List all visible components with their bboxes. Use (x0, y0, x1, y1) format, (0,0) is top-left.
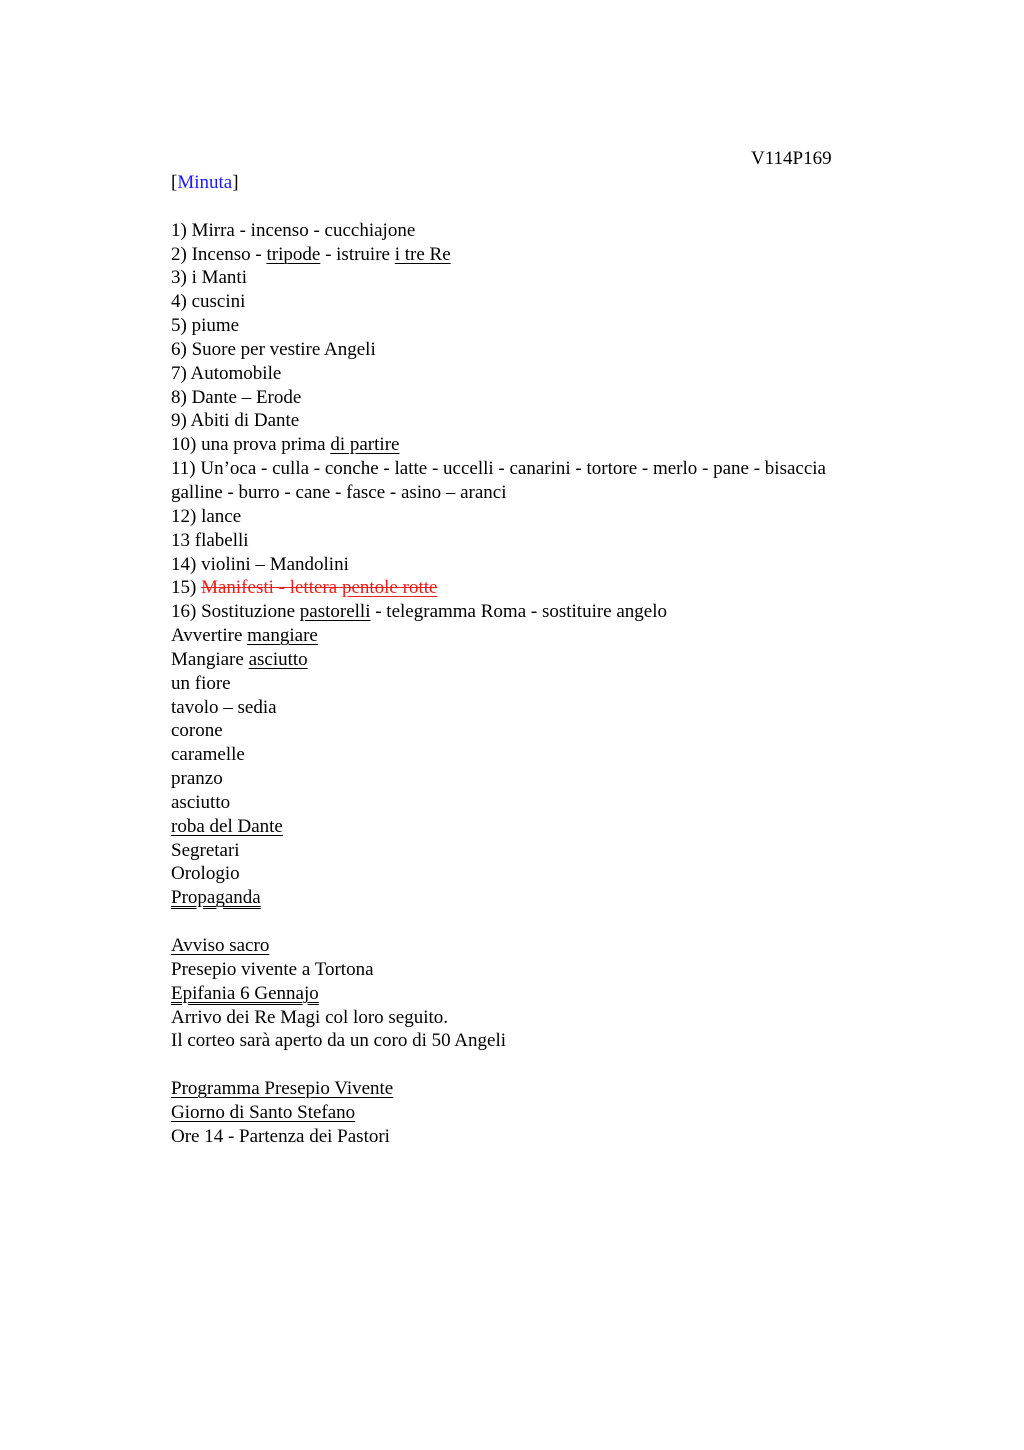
list-item-15-deleted-underlined: pentole rotte (341, 577, 438, 599)
list-item-15 (171, 576, 931, 600)
avviso-title: Avviso sacro (171, 935, 270, 956)
list-item-10-text-a: 10) una prova prima (171, 434, 331, 456)
list-item-2 (171, 243, 931, 267)
list-item-15-number: 15) (171, 577, 202, 599)
list-item-2-text-c: - istruire (320, 243, 395, 265)
note-corone: corone (171, 720, 223, 742)
list-item-6: 6) Suore per vestire Angeli (171, 338, 376, 360)
note-roba-line (171, 815, 931, 839)
note-roba-del-dante: roba del Dante (171, 815, 283, 837)
programma-day-line (171, 1101, 931, 1125)
note-asciutto: asciutto (171, 791, 231, 813)
bracket-open: [ (171, 172, 178, 193)
list-item-16 (171, 600, 931, 624)
note-propaganda-line (171, 886, 931, 910)
note-tavolo: tavolo – sedia (171, 696, 277, 718)
note-pranzo: pranzo (171, 768, 223, 790)
list-item-7: 7) Automobile (171, 362, 282, 384)
list-item-13: 13 flabelli (171, 529, 249, 551)
note-avvertire (171, 624, 931, 648)
list-item-15-deleted-text: Manifesti - lettera (201, 577, 342, 599)
list-item-2-underlined-tripode: tripode (266, 243, 321, 265)
list-item-10-underlined: di partire (330, 434, 400, 456)
list-item-4: 4) cuscini (171, 291, 246, 313)
list-item-12: 12) lance (171, 505, 242, 527)
avviso-line-1: Presepio vivente a Tortona (171, 958, 374, 980)
blank-line (171, 1053, 931, 1077)
note-mangiare-text: Mangiare (171, 648, 249, 670)
note-caramelle: caramelle (171, 744, 245, 766)
programma-title: Programma Presepio Vivente (171, 1078, 394, 1100)
minuta-label: Minuta (177, 172, 233, 193)
note-propaganda: Propaganda (171, 887, 261, 909)
minuta-header (171, 171, 931, 195)
avviso-line-3: Arrivo dei Re Magi col loro seguito. (171, 1006, 449, 1028)
list-item-16-text-c: - telegramma Roma - sostituire angelo (370, 601, 668, 623)
avviso-line-2: Epifania 6 Gennajo (171, 982, 319, 1004)
programma-title-line (171, 1077, 931, 1101)
avviso-line-4: Il corteo sarà aperto da un coro di 50 Angeli (171, 1030, 507, 1052)
document-id: V114P169 (751, 148, 832, 169)
note-orologio: Orologio (171, 863, 240, 885)
list-item-5: 5) piume (171, 315, 240, 337)
blank-line (171, 195, 931, 219)
note-mangiare-underlined: asciutto (248, 648, 308, 670)
note-fiore: un fiore (171, 672, 231, 694)
note-avvertire-underlined: mangiare (247, 625, 318, 647)
list-item-14: 14) violini – Mandolini (171, 553, 349, 575)
list-item-11: 11) Un’oca - culla - conche - latte - uccelli - canarini - tortore - merlo - pane - bisaccia (171, 458, 826, 480)
note-segretari: Segretari (171, 839, 240, 861)
bracket-close: ] (232, 172, 239, 193)
avviso-line-2-wrap (171, 982, 931, 1006)
list-item-2-underlined-tre-re: i tre Re (394, 243, 451, 265)
avviso-title-line (171, 934, 931, 958)
document-body (171, 171, 931, 1149)
programma-line-1: Ore 14 - Partenza dei Pastori (171, 1125, 390, 1147)
programma-day: Giorno di Santo Stefano (171, 1101, 356, 1123)
list-item-8: 8) Dante – Erode (171, 386, 302, 408)
list-item-1: 1) Mirra - incenso - cucchiajone (171, 219, 416, 241)
note-avvertire-text: Avvertire (171, 625, 248, 647)
list-item-3: 3) i Manti (171, 267, 247, 289)
list-item-11-continued: galline - burro - cane - fasce - asino – aranci (171, 481, 507, 503)
list-item-2-text-a: 2) Incenso - (171, 243, 267, 265)
list-item-16-text-a: 16) Sostituzione (171, 601, 300, 623)
list-item-9: 9) Abiti di Dante (171, 410, 300, 432)
note-mangiare (171, 648, 931, 672)
list-item-10 (171, 433, 931, 457)
list-item-16-underlined: pastorelli (299, 601, 371, 623)
blank-line (171, 910, 931, 934)
